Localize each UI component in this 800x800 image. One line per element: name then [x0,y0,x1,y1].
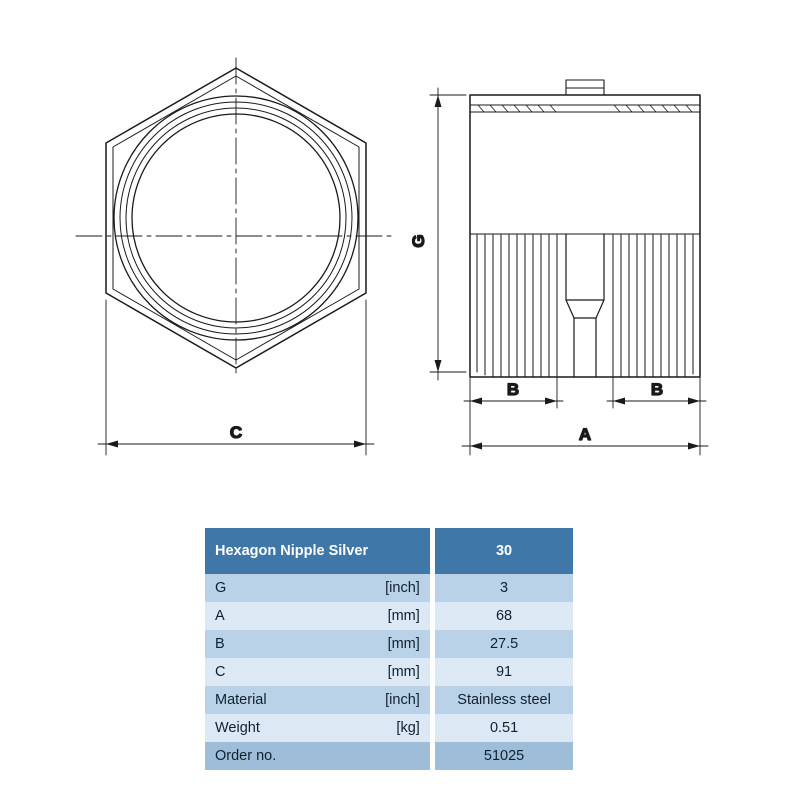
row-label: A [205,602,354,630]
table-row [205,602,573,630]
thread-left [477,234,557,377]
table-row [205,686,573,714]
row-label: Weight [205,714,354,742]
row-unit: [inch] [354,574,430,602]
row-value: 27.5 [435,630,573,658]
order-number-value: 51025 [435,742,573,770]
order-number-row [205,742,573,770]
centre-hex-flats [566,234,604,377]
dimension-g [430,88,466,380]
dimension-label-b-left: B [506,380,520,399]
table-header-row [205,528,573,574]
row-label: C [205,658,354,686]
row-value: Stainless steel [435,686,573,714]
dimension-label-g: G [409,234,428,248]
row-value: 91 [435,658,573,686]
order-number-unit [354,742,430,770]
row-label: B [205,630,354,658]
size-header: 30 [435,528,573,574]
row-value: 68 [435,602,573,630]
row-label: Material [205,686,354,714]
row-unit: [mm] [354,658,430,686]
table-row [205,658,573,686]
row-unit: [mm] [354,630,430,658]
row-value: 3 [435,574,573,602]
nipple-body-outline [470,95,700,377]
row-unit: [inch] [354,686,430,714]
specification-table [205,528,573,770]
product-name-header: Hexagon Nipple Silver [205,528,430,574]
centre-lines [76,58,396,378]
table-row [205,574,573,602]
top-band-hatching [478,105,692,112]
dimension-label-c: C [229,423,243,442]
table-row [205,714,573,742]
thread-right [613,234,693,377]
table-row [205,630,573,658]
centre-boss-top [566,80,604,95]
dimension-label-b-right: B [650,380,664,399]
row-unit: [kg] [354,714,430,742]
row-value: 0.51 [435,714,573,742]
row-unit: [mm] [354,602,430,630]
dimension-label-a: A [578,425,592,444]
row-label: G [205,574,354,602]
order-number-label: Order no. [205,742,354,770]
